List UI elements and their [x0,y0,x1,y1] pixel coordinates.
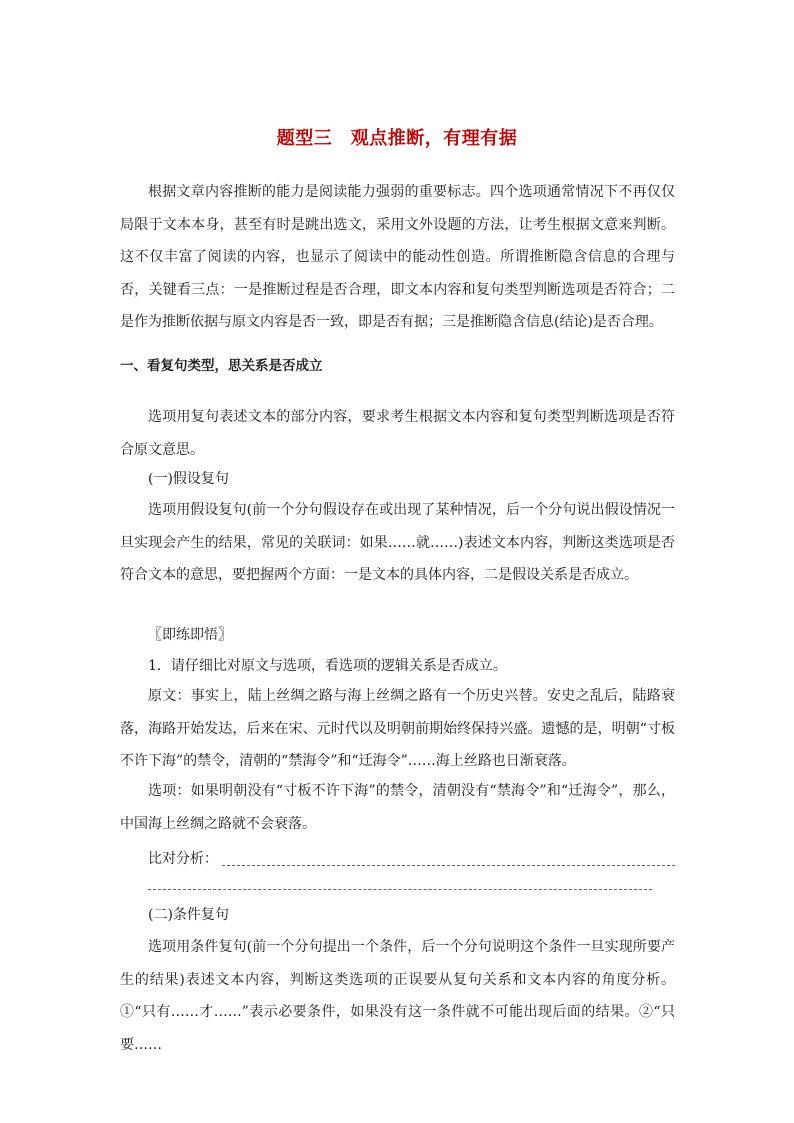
conditional-explanation: 选项用条件复句(前一个分句提出一个条件，后一个分句说明这个条件一旦实现所要产生的结果)表述文本内容，判断这类选项的正误要从复句关系和文本内容的角度分析。①“只有……才……”表示必要条件，如果没有这一条件就不可能出现后面的结果。②“只要…… [120,939,675,1053]
hypothetical-explanation: 选项用假设复句(前一个分句假设存在或出现了某种情况，后一个分句说出假设情况一旦实现会产生的结果，常见的关联词：如果……就……)表述文本内容，判断这类选项是否符合文本的意思，要把握两个方面：一是文本的具体内容，二是假设关系是否成立。 [120,502,675,583]
answer-blank-line-2[interactable] [148,889,652,890]
answer-blank-line[interactable] [222,865,675,866]
option-text: 选项：如果明朝没有“寸板不许下海”的禁令，清朝没有“禁海令”和“迁海令”，那么，中国海上丝绸之路就不会衰落。 [120,783,675,832]
question-1: 1．请仔细比对原文与选项，看选项的逻辑关系是否成立。 [148,658,507,674]
practice-label: 〖即练即悟〗 [148,627,232,643]
section-heading: 一、看复句类型，思关系是否成立 [120,358,323,374]
analysis-label: 比对分析： [148,851,218,867]
intro-paragraph: 根据文章内容推断的能力是阅读能力强弱的重要标志。四个选项通常情况下不再仅仅局限于文本本身，甚至有时是跳出选文，采用文外设题的方法，让考生根据文意来判断。这不仅丰富了阅读的内容，也显示了阅读中的能动性创造。所谓推断隐含信息的合理与否，关键看三点：一是推断过程是否合理，即文本内容和复句类型判断选项是否符合；二是作为推断依据与原文内容是否一致，即是否有据；三是推断隐含信息(结论)是否合理。 [120,184,675,330]
subsection-title-conditional: (二)条件复句 [148,907,229,923]
analysis-answer-row [148,844,675,874]
original-text: 原文：事实上，陆上丝绸之路与海上丝绸之路有一个历史兴替。安史之乱后，陆路衰落，海路开始发达，后来在宋、元时代以及明朝前期始终保持兴盛。遗憾的是，明朝“寸板不许下海”的禁令，清朝的“禁海令”和“迁海令”……海上丝路也日渐衰落。 [120,688,675,769]
section-description: 选项用复句表述文本的部分内容，要求考生根据文本内容和复句类型判断选项是否符合原文意思。 [120,409,675,458]
subsection-title-hypothetical: (一)假设复句 [148,471,229,487]
page-title: 题型三 观点推断，有理有据 [276,128,518,149]
